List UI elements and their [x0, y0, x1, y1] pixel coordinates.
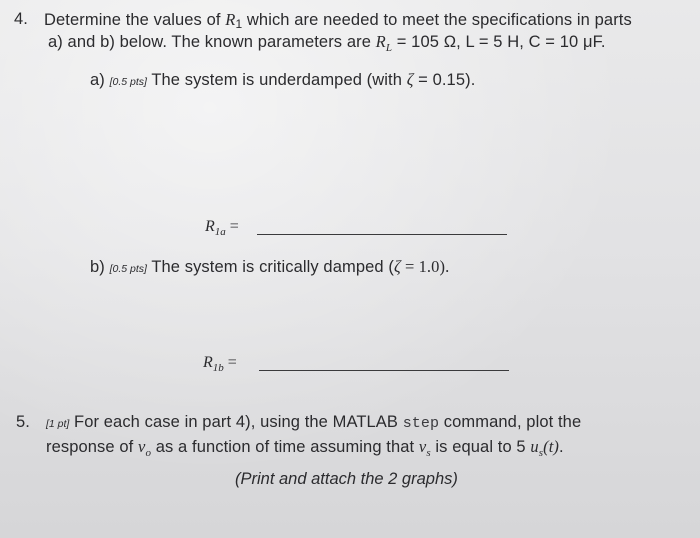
part-a-label: a) [90, 71, 105, 89]
q5-line2-mid2: is equal to 5 [430, 438, 531, 456]
part-a-r-sub: 1a [214, 226, 226, 238]
part-a-statement [90, 70, 475, 90]
question-4-number: 4. [14, 10, 28, 28]
q5-line1-post: command, plot the [439, 413, 582, 431]
part-a-text-post: = 0.15). [413, 71, 476, 89]
part-a-equals: = [225, 218, 239, 235]
part-b-answer-blank[interactable] [259, 370, 509, 371]
question-4-line-2 [48, 32, 606, 52]
q5-points: [1 pt] [46, 418, 70, 430]
q4-rl-sub: L [385, 42, 393, 54]
part-a-r-var: R [205, 218, 215, 235]
part-b-points: [0.5 pts] [109, 263, 147, 275]
q5-vs-var: v [418, 437, 427, 456]
part-a-text-pre: The system is underdamped (with [151, 71, 407, 89]
part-a-answer-label [205, 218, 239, 236]
q4-r1-var: R [225, 10, 236, 29]
part-b-equals: = [223, 354, 237, 371]
q4-rl-var: R [375, 32, 386, 51]
q5-line2-pre: response of [46, 438, 139, 456]
part-b-text-post: = 1.0). [400, 257, 450, 276]
q4-line2-pre: a) and b) below. The known parameters are [48, 33, 376, 51]
part-b-text-pre: The system is critically damped ( [151, 258, 394, 276]
part-b-statement [90, 257, 449, 277]
q5-us-sub: s [538, 447, 544, 459]
q5-line2-mid: as a function of time assuming that [151, 438, 419, 456]
question-5-number: 5. [16, 413, 30, 431]
part-b-label: b) [90, 258, 105, 276]
q5-vo-var: v [138, 437, 146, 456]
part-b-r-var: R [203, 354, 213, 371]
part-a-points: [0.5 pts] [109, 76, 147, 88]
q4-line1-pre: Determine the values of [44, 11, 226, 29]
part-b-zeta: ζ [393, 257, 401, 276]
question-5-line-2 [46, 437, 564, 457]
question-5-line-1 [46, 413, 581, 432]
q4-r1-sub: 1 [235, 17, 243, 31]
q4-line2-post: = 105 Ω, L = 5 H, C = 10 μF. [392, 33, 606, 51]
q5-step-code: step [402, 415, 440, 432]
q5-print-note: (Print and attach the 2 graphs) [235, 470, 458, 488]
q5-vo-sub: o [145, 447, 152, 459]
part-a-answer-blank[interactable] [257, 234, 507, 235]
q4-line1-post: which are needed to meet the specifications in parts [242, 11, 632, 29]
part-a-zeta: ζ [406, 70, 414, 89]
q5-us-arg: (t) [543, 437, 560, 456]
part-b-r-sub: 1b [212, 362, 224, 374]
q5-vs-sub: s [426, 447, 431, 459]
part-b-answer-label [203, 354, 237, 372]
q5-line1-pre: For each case in part 4), using the MATLAB [74, 413, 403, 431]
question-4-line-1 [44, 10, 632, 30]
q5-us-var: u [530, 437, 539, 456]
q5-line2-end: . [559, 438, 564, 456]
